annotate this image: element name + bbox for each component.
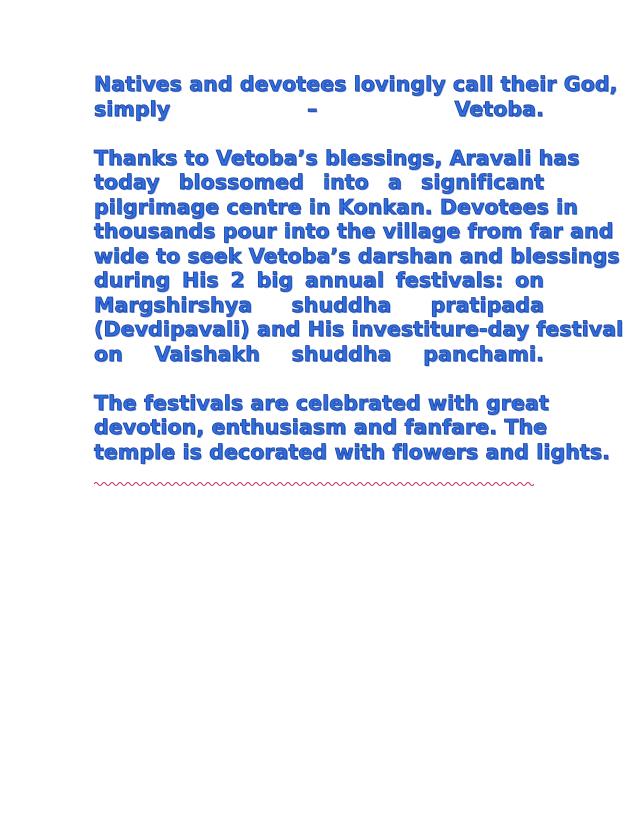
text-line: thousands pour into the village from far and: [94, 219, 614, 243]
text-line: (Devdipavali) and His investiture-day festival: [94, 317, 624, 341]
text-line: today blossomed into a significant: [94, 170, 544, 194]
paragraph-spacer: [94, 121, 544, 146]
text-line: devotion, enthusiasm and fanfare. The: [94, 415, 548, 439]
text-line: Margshirshya shuddha pratipada: [94, 292, 544, 317]
text-line: wide to seek Vetoba’s darshan and blessings: [94, 243, 620, 268]
text-line: pilgrimage centre in Konkan. Devotees in: [94, 194, 578, 219]
text-line: Natives and devotees lovingly call their God,: [94, 72, 618, 96]
wavy-divider: [94, 478, 534, 490]
wavy-divider-line: [94, 483, 534, 486]
text-line: temple is decorated with flowers and lights.: [94, 439, 611, 464]
paragraph-natives: [94, 72, 618, 121]
text-line: during His 2 big annual festivals: on: [94, 268, 544, 292]
paragraph-spacer: [94, 366, 544, 391]
document-body: [94, 72, 624, 464]
text-line: The festivals are celebrated with great: [94, 390, 549, 415]
text-line: Thanks to Vetoba’s blessings, Aravali has: [94, 145, 580, 170]
text-line: simply – Vetoba.: [94, 96, 544, 121]
paragraph-blessings: [94, 145, 624, 367]
text-line: on Vaishakh shuddha panchami.: [94, 341, 544, 366]
paragraph-festivals: [94, 390, 611, 465]
